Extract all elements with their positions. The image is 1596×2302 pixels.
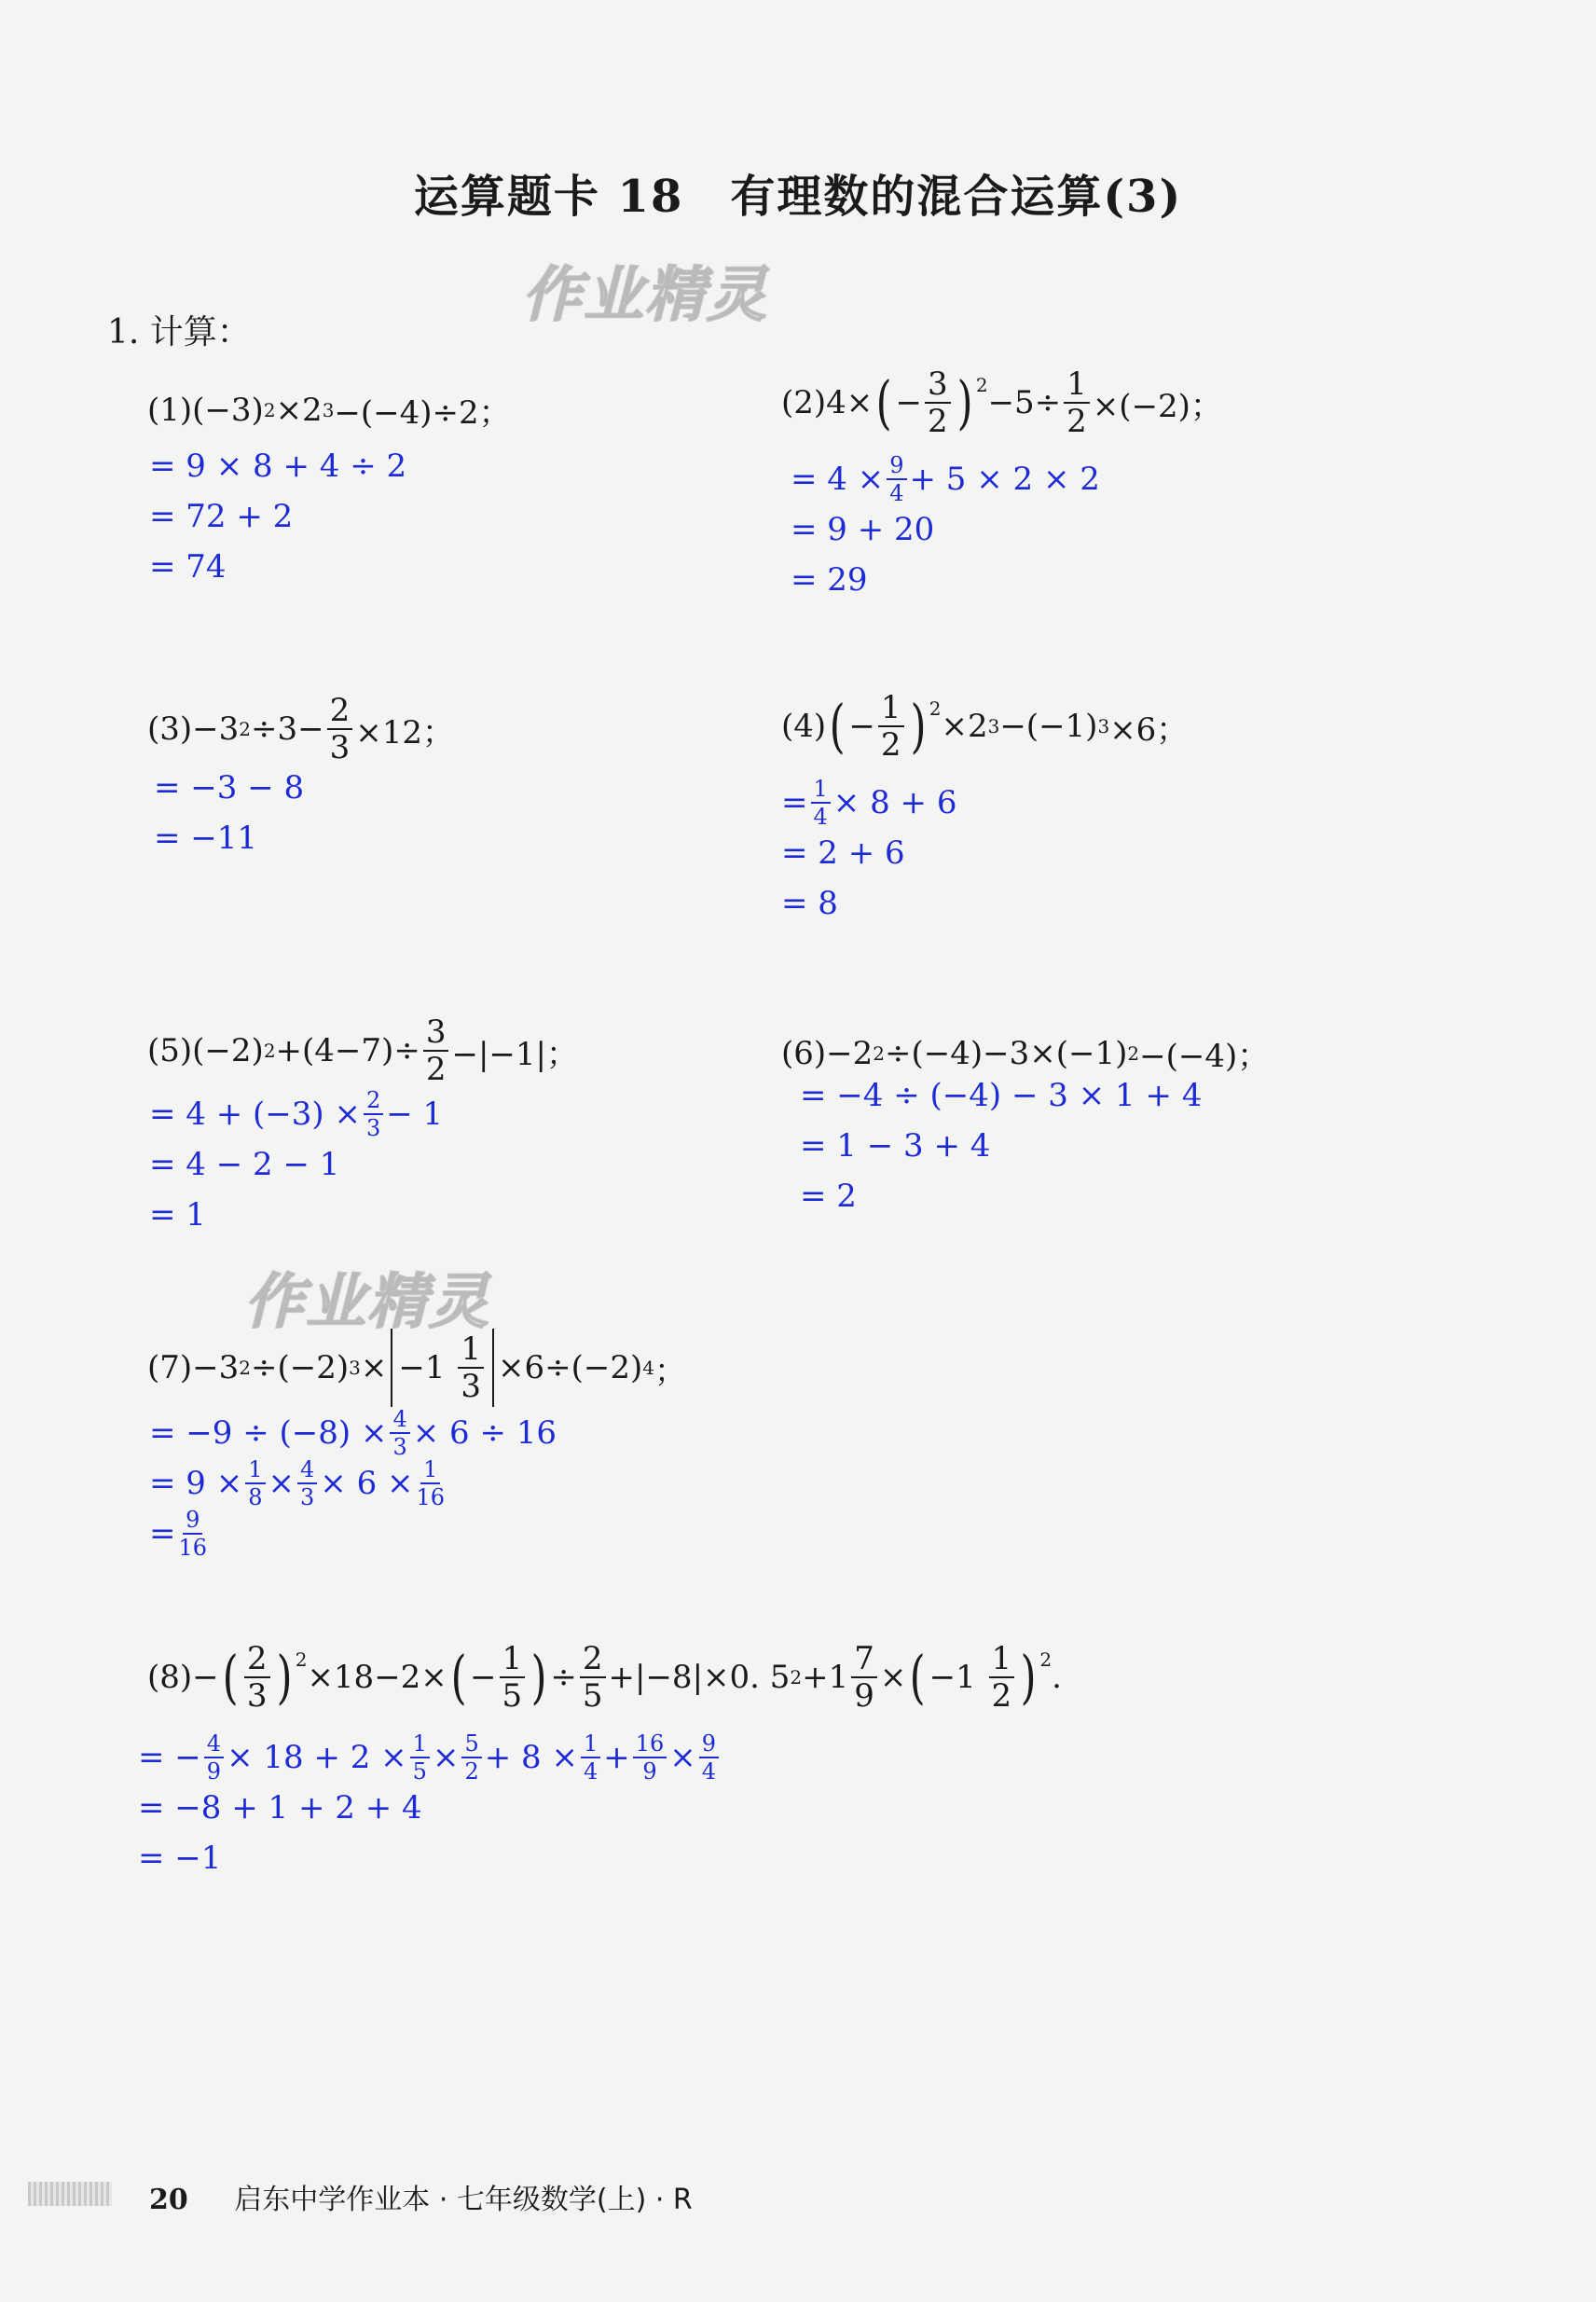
expr: × 18 + 2 × [227,1739,407,1776]
answer-8 [138,1732,722,1883]
problem-7 [147,1329,686,1407]
fraction [327,692,353,766]
answer-6 [800,1070,1202,1221]
exponent: 2 [790,1666,803,1689]
fraction [390,1408,409,1458]
fraction [811,778,831,828]
expr: (−3) [192,391,264,429]
numerator: 1 [245,1458,265,1484]
numerator: 1 [878,692,904,727]
fraction [580,1640,606,1715]
minus: − [895,384,922,421]
expr: −1 [398,1349,446,1386]
paren: ( [910,1643,926,1711]
problem-label: (8)− [147,1659,219,1696]
problem-label: (6)−2 [781,1034,874,1072]
fraction [179,1509,208,1559]
footer-barcode-strip [28,2182,112,2206]
fraction [699,1732,719,1783]
problem-8 [147,1640,1062,1715]
answer-line: = 4 − 2 − 1 [149,1146,340,1183]
paren: ( [829,692,846,760]
expr: = [781,784,808,821]
problem-label: (1) [147,391,193,429]
numerator: 2 [244,1643,270,1678]
page-title: 运算题卡 18 有理数的混合运算(3) [413,171,1183,223]
fraction [461,1732,481,1783]
numerator: 9 [183,1509,202,1535]
answer-line: = 2 [800,1178,857,1215]
denominator: 8 [248,1484,263,1510]
answer-line: = 9 + 20 [791,511,935,548]
expr: ×(−2)； [1092,387,1222,425]
numerator: 3 [423,1016,449,1052]
exponent: 3 [322,398,335,421]
fraction [458,1330,484,1405]
exponent: 2 [873,1041,886,1065]
answer-line: = −1 [138,1840,222,1877]
book-title: 启东中学作业本 · 七年级数学(上) · R [234,2184,693,2216]
denominator: 5 [412,1758,427,1785]
problem-label: (3)−3 [147,710,240,748]
numerator: 16 [633,1732,667,1758]
fraction [925,365,951,440]
expr: × 6 ÷ 16 [412,1414,557,1452]
numerator: 2 [327,695,353,730]
problem-label: (2)4× [781,384,874,421]
page-number: 20 [149,2184,188,2216]
answer-line: = 72 + 2 [149,498,294,535]
exponent: 2 [263,1040,276,1062]
fraction [410,1732,430,1783]
expr: ×6； [1109,710,1189,749]
numerator: 1 [500,1643,526,1678]
answer-line [149,1089,443,1139]
answer-5 [149,1089,443,1240]
denominator: 2 [1066,403,1087,440]
exponent: 3 [987,715,1000,737]
expr: +|−8|×0. 5 [608,1659,791,1696]
paren: ) [910,692,927,760]
answer-line [781,778,956,828]
answer-line: = −4 ÷ (−4) − 3 × 1 + 4 [800,1077,1203,1114]
expr: × [879,1659,907,1696]
denominator: 9 [642,1758,657,1785]
answer-line: = 8 [781,885,838,922]
numerator: 1 [420,1458,440,1484]
expr: × [432,1739,460,1776]
problem-6 [781,1030,1269,1076]
fraction [364,1089,383,1139]
expr: +1 [802,1659,849,1696]
exponent: 2 [929,697,942,720]
expr: −1 [929,1659,976,1696]
numerator: 2 [580,1643,606,1678]
denominator: 2 [464,1758,479,1785]
fraction [204,1732,224,1783]
expr: ×18−2× [307,1659,447,1696]
answer-line: = −8 + 1 + 2 + 4 [138,1789,422,1826]
answer-1 [149,441,406,592]
paren: ( [222,1643,239,1711]
answer-4 [781,778,956,929]
paren: ( [875,368,892,436]
fraction [500,1640,526,1715]
denominator: 3 [365,1115,381,1141]
paren: ) [956,368,973,436]
denominator: 16 [416,1484,446,1510]
expr: = −9 ÷ (−8) × [149,1414,388,1452]
exponent: 2 [1127,1041,1140,1065]
numerator: 1 [458,1333,484,1369]
numerator: 1 [1064,368,1090,404]
exponent: 2 [295,1648,308,1671]
expr: ×2 [941,708,988,745]
expr: ×2 [275,391,323,429]
fraction [851,1640,877,1715]
denominator: 3 [461,1368,481,1405]
expr: × 8 + 6 [832,784,957,821]
denominator: 4 [701,1758,717,1785]
numerator: 9 [699,1732,719,1758]
numerator: 9 [887,454,906,480]
expr: + 8 × [484,1739,578,1776]
expr: −(−4)； [1139,1038,1270,1075]
expr: ÷ [550,1659,577,1696]
denominator: 3 [300,1484,315,1510]
fraction [245,1458,265,1509]
fraction [887,454,906,504]
exponent: 3 [349,1357,361,1379]
expr: ÷(−2) [251,1349,350,1386]
denominator: 2 [425,1051,447,1088]
answer-line: = 1 − 3 + 4 [800,1127,991,1165]
expr: −|−1|； [451,1035,578,1073]
absolute-value [391,1329,494,1407]
fraction [989,1640,1015,1715]
numerator: 7 [851,1643,877,1678]
denominator: 3 [329,729,351,766]
minus: − [848,708,875,745]
fraction [244,1640,270,1715]
problem-4 [781,689,1189,764]
expr: −(−1) [999,708,1098,745]
answer-line: = 9 × 8 + 4 ÷ 2 [149,448,407,485]
problem-2 [781,365,1222,440]
paren: ) [276,1643,293,1711]
expr: × [268,1465,296,1502]
answer-line: = 2 + 6 [781,834,905,872]
expr: ×12； [355,713,455,751]
expr: × [360,1349,388,1386]
exponent: 2 [239,718,252,740]
answer-2 [791,454,1100,605]
answer-3 [154,763,304,863]
problem-5 [147,1013,578,1088]
answer-line: = −3 − 8 [154,769,305,806]
numerator: 1 [811,778,831,804]
numerator: 1 [410,1732,430,1758]
numerator: 3 [925,368,951,404]
paren: ( [450,1643,467,1711]
fraction [878,689,904,764]
exponent: 2 [263,398,276,421]
exponent: 2 [1039,1648,1053,1671]
answer-line: = 29 [791,561,868,599]
expr: ÷(−4)−3×(−1) [885,1034,1128,1072]
expr: −(−4)÷2； [334,394,511,432]
fraction [581,1732,600,1783]
expr: = − [138,1739,201,1776]
denominator: 3 [392,1434,407,1460]
problem-label: (4) [781,708,827,745]
numerator: 4 [390,1408,409,1434]
section-label: 1. 计算： [107,313,251,352]
exponent: 2 [975,374,988,396]
exponent: 3 [1097,715,1110,737]
expr: × [669,1739,696,1776]
numerator: 1 [581,1732,600,1758]
denominator: 9 [206,1758,222,1785]
problem-3 [147,692,455,766]
expr: = 4 × [791,461,885,498]
minus: − [470,1659,497,1696]
watermark-top: 作业精灵 [522,261,768,330]
problem-label: (7)−3 [147,1349,240,1386]
expr: +(4−7)÷ [275,1032,420,1069]
expr: = 9 × [149,1465,243,1502]
answer-line: = 1 [149,1196,206,1234]
expr: ×6÷(−2) [497,1349,643,1386]
answer-line [791,454,1100,504]
fraction [297,1458,317,1509]
denominator: 5 [582,1677,603,1715]
answer-line: = 74 [149,548,227,586]
exponent: 4 [642,1357,654,1379]
answer-line [149,1408,557,1458]
numerator: 2 [364,1089,383,1115]
denominator: 3 [246,1677,268,1715]
expr: × 6 × [320,1465,414,1502]
paren: ) [530,1643,547,1711]
denominator: 9 [854,1677,874,1715]
expr: ； [654,1352,686,1390]
fraction [423,1013,449,1088]
denominator: 4 [889,480,904,506]
footer [149,2176,693,2217]
denominator: 2 [880,726,901,764]
answer-line [149,1458,557,1509]
expr: . [1052,1659,1062,1696]
expr: −5÷ [987,384,1062,421]
numerator: 4 [297,1458,317,1484]
denominator: 4 [583,1758,598,1785]
numerator: 4 [204,1732,224,1758]
problem-1 [147,387,511,433]
watermark-middle: 作业精灵 [244,1268,490,1337]
expr: + 5 × 2 × 2 [909,461,1100,498]
fraction [633,1732,667,1783]
paren: ) [1020,1643,1037,1711]
exponent: 2 [239,1357,252,1379]
denominator: 16 [178,1535,208,1561]
answer-line: = −11 [154,820,258,857]
answer-line [138,1732,722,1783]
denominator: 2 [991,1677,1012,1715]
numerator: 1 [989,1643,1015,1678]
numerator: 5 [461,1732,481,1758]
expr: = 4 + (−3) × [149,1096,361,1133]
fraction [1064,365,1090,440]
answer-line [149,1509,557,1559]
expr: − 1 [386,1096,444,1133]
denominator: 2 [927,403,948,440]
denominator: 5 [502,1677,523,1715]
expr: + [603,1739,630,1776]
answer-7 [149,1408,557,1559]
expr: = [149,1515,176,1552]
fraction [417,1458,446,1509]
expr: ÷3− [251,710,324,748]
problem-label: (5)(−2) [147,1032,264,1069]
denominator: 4 [813,804,828,830]
